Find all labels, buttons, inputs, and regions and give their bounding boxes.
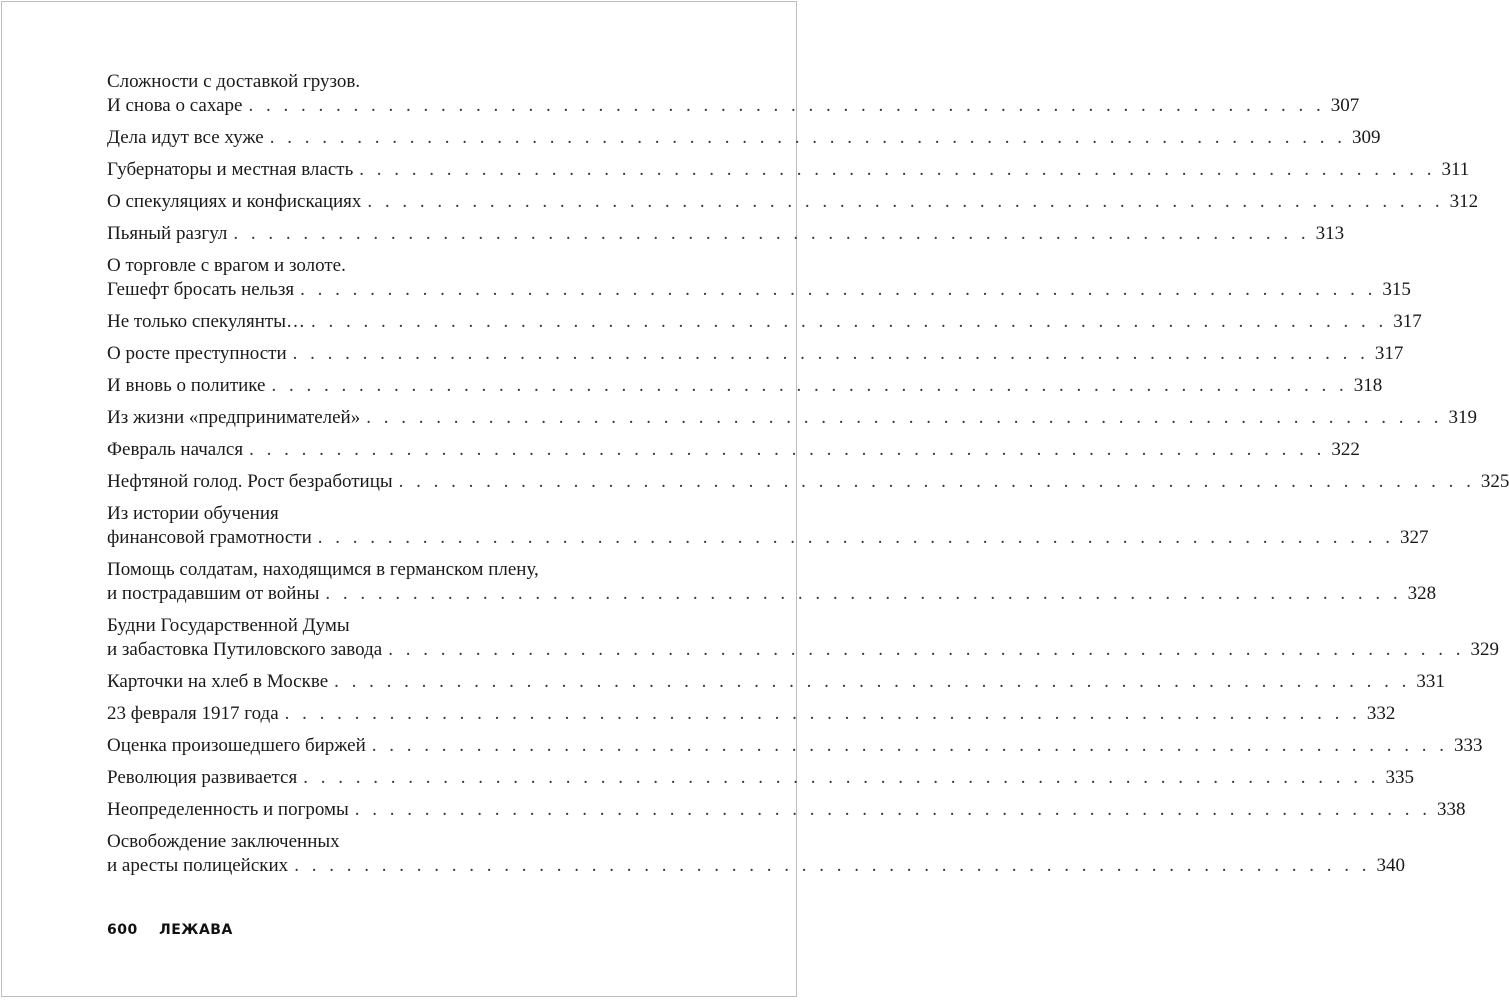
dot-leader: . . . . . . . . . . . . . . . . . . . . . . . . . . . . . . . . . . . . . . . . . . . . . . . . . . . . . . . . . . . . . . xyxy=(354,799,1432,820)
toc-page-number: 315 xyxy=(1382,279,1411,300)
spacer xyxy=(107,726,697,734)
toc-page-number: 307 xyxy=(1330,95,1360,116)
toc-entry[interactable] xyxy=(107,670,1445,694)
toc-page-number: 333 xyxy=(1454,735,1483,756)
toc-entry[interactable] xyxy=(107,126,1381,150)
toc-page-number: 335 xyxy=(1385,767,1414,788)
toc-entry-row xyxy=(107,798,1466,822)
toc-page-number: 312 xyxy=(1449,191,1479,212)
toc-entry-title: Губернаторы и местная власть xyxy=(107,159,354,180)
dot-leader: . . . . . . . . . . . . . . . . . . . . . . . . . . . . . . . . . . . . . . . . . . . . . . . . . . . . . . . . . . . . . . xyxy=(325,583,1402,604)
toc-entry-title-line: Сложности с доставкой грузов. xyxy=(107,71,361,92)
toc-entry-title: Оценка произошедшего биржей xyxy=(107,735,366,756)
toc-page-number: 332 xyxy=(1366,703,1396,724)
toc-entry-row xyxy=(107,766,1414,790)
toc-entry-row xyxy=(107,526,1429,550)
toc-entry[interactable] xyxy=(107,470,1509,494)
toc-entry-title: финансовой грамотности xyxy=(107,527,312,548)
toc-entry[interactable] xyxy=(107,558,1437,606)
toc-entry[interactable] xyxy=(107,190,1479,214)
spacer xyxy=(107,118,697,126)
toc-entry-title: Пьяный разгул xyxy=(107,223,228,244)
table-of-contents xyxy=(107,70,1509,878)
dot-leader: . . . . . . . . . . . . . . . . . . . . . . . . . . . . . . . . . . . . . . . . . . . . . . . . . . . . . . . . . . . . . . xyxy=(249,439,1326,460)
dot-leader: . . . . . . . . . . . . . . . . . . . . . . . . . . . . . . . . . . . . . . . . . . . . . . . . . . . . . . . . . . . . . . xyxy=(300,279,1377,300)
toc-page-number: 328 xyxy=(1407,583,1437,604)
toc-entry-row xyxy=(107,342,1404,366)
spacer xyxy=(107,366,697,374)
spacer xyxy=(107,606,697,614)
toc-page-number: 318 xyxy=(1353,375,1383,396)
spacer xyxy=(107,758,697,766)
dot-leader: . . . . . . . . . . . . . . . . . . . . . . . . . . . . . . . . . . . . . . . . . . . . . . . . . . . . . . . . . . . . . . xyxy=(303,767,1380,788)
toc-entry-title: Неопределенность и погромы xyxy=(107,799,349,820)
toc-entry[interactable] xyxy=(107,798,1466,822)
spacer xyxy=(107,822,697,830)
dot-leader: . . . . . . . . . . . . . . . . . . . . . . . . . . . . . . . . . . . . . . . . . . . . . . . . . . . . . . . . . . . . . . xyxy=(284,703,1361,724)
toc-entry-title: О спекуляциях и конфискациях xyxy=(107,191,362,212)
toc-page-number: 309 xyxy=(1351,127,1381,148)
toc-entry-row xyxy=(107,190,1479,214)
toc-page-number: 331 xyxy=(1416,671,1445,692)
toc-entry-title: Дела идут все хуже xyxy=(107,127,264,148)
spacer xyxy=(107,550,697,558)
spacer xyxy=(107,302,697,310)
dot-leader: . . . . . . . . . . . . . . . . . . . . . . . . . . . . . . . . . . . . . . . . . . . . . . . . . . . . . . . . . . . . . . xyxy=(359,159,1436,180)
toc-entry-title: Из жизни «предпринимателей» xyxy=(107,407,361,428)
toc-entry-title: И снова о сахаре xyxy=(107,95,243,116)
toc-entry-row xyxy=(107,278,1411,302)
toc-entry-row xyxy=(107,126,1381,150)
toc-page-number: 325 xyxy=(1480,471,1509,492)
toc-entry[interactable] xyxy=(107,310,1422,334)
toc-entry[interactable] xyxy=(107,502,1429,550)
dot-leader: . . . . . . . . . . . . . . . . . . . . . . . . . . . . . . . . . . . . . . . . . . . . . . . . . . . . . . . . . . . . . . xyxy=(398,471,1475,492)
toc-page-number: 322 xyxy=(1331,439,1360,460)
toc-entry[interactable] xyxy=(107,406,1477,430)
dot-leader: . . . . . . . . . . . . . . . . . . . . . . . . . . . . . . . . . . . . . . . . . . . . . . . . . . . . . . . . . . . . . . xyxy=(367,191,1444,212)
toc-entry[interactable] xyxy=(107,158,1470,182)
toc-entry-row xyxy=(107,406,1477,430)
toc-page-number: 329 xyxy=(1470,639,1499,660)
toc-entry-title-line: О торговле с врагом и золоте. xyxy=(107,255,346,276)
toc-entry[interactable] xyxy=(107,342,1404,366)
toc-entry-title: Не только спекулянты… xyxy=(107,311,305,332)
dot-leader: . . . . . . . . . . . . . . . . . . . . . . . . . . . . . . . . . . . . . . . . . . . . . . . . . . . . . . . . . . . . . . xyxy=(388,639,1465,660)
toc-page-number: 311 xyxy=(1441,159,1470,180)
toc-entry[interactable] xyxy=(107,702,1396,726)
toc-entry-row xyxy=(107,702,1396,726)
toc-entry-title: 23 февраля 1917 года xyxy=(107,703,279,724)
toc-entry[interactable] xyxy=(107,374,1383,398)
toc-entry-row xyxy=(107,438,1360,462)
toc-entry-title: О росте преступности xyxy=(107,343,287,364)
toc-page-number: 338 xyxy=(1437,799,1466,820)
toc-entry[interactable] xyxy=(107,438,1360,462)
spacer xyxy=(107,214,697,222)
toc-entry-row xyxy=(107,582,1437,606)
dot-leader: . . . . . . . . . . . . . . . . . . . . . . . . . . . . . . . . . . . . . . . . . . . . . . . . . . . . . . . . . . . . . . xyxy=(248,95,1325,116)
spacer xyxy=(107,334,697,342)
dot-leader: . . . . . . . . . . . . . . . . . . . . . . . . . . . . . . . . . . . . . . . . . . . . . . . . . . . . . . . . . . . . . . xyxy=(292,343,1369,364)
spacer xyxy=(107,462,697,470)
toc-entry-row xyxy=(107,374,1383,398)
dot-leader: . . . . . . . . . . . . . . . . . . . . . . . . . . . . . . . . . . . . . . . . . . . . . . . . . . . . . . . . . . . . . . xyxy=(269,127,1346,148)
toc-entry-title-line: Освобождение заключенных xyxy=(107,831,340,852)
dot-leader: . . . . . . . . . . . . . . . . . . . . . . . . . . . . . . . . . . . . . . . . . . . . . . . . . . . . . . . . . . . . . . xyxy=(317,527,1395,548)
book-page xyxy=(1,1,1509,997)
toc-entry-row xyxy=(107,158,1470,182)
toc-entry-title-line: Помощь солдатам, находящимся в германском плену, xyxy=(107,559,539,580)
toc-entry-title: Февраль начался xyxy=(107,439,244,460)
dot-leader: . . . . . . . . . . . . . . . . . . . . . . . . . . . . . . . . . . . . . . . . . . . . . . . . . . . . . . . . . . . . . . xyxy=(294,855,1371,876)
toc-entry-title: и аресты полицейских xyxy=(107,855,289,876)
spacer xyxy=(107,430,697,438)
toc-entry[interactable] xyxy=(107,222,1345,246)
page-number: 600 xyxy=(107,922,138,938)
toc-page-number: 317 xyxy=(1374,343,1404,364)
page-footer xyxy=(107,922,233,938)
toc-entry-row xyxy=(107,734,1483,758)
toc-entry-title: И вновь о политике xyxy=(107,375,266,396)
dot-leader: . . . . . . . . . . . . . . . . . . . . . . . . . . . . . . . . . . . . . . . . . . . . . . . . . . . . . . . . . . . . . . xyxy=(334,671,1411,692)
toc-entry[interactable] xyxy=(107,766,1414,790)
toc-entry-row xyxy=(107,470,1509,494)
toc-entry[interactable] xyxy=(107,254,1411,302)
toc-page-number: 317 xyxy=(1393,311,1422,332)
spacer xyxy=(107,662,697,670)
toc-entry-title-line: Будни Государственной Думы xyxy=(107,615,350,636)
spacer xyxy=(107,182,697,190)
dot-leader: . . . . . . . . . . . . . . . . . . . . . . . . . . . . . . . . . . . . . . . . . . . . . . . . . . . . . . . . . . . . . . xyxy=(271,375,1348,396)
toc-entry-title: Карточки на хлеб в Москве xyxy=(107,671,329,692)
toc-entry-row xyxy=(107,94,1360,118)
spacer xyxy=(107,790,697,798)
toc-entry-title: и пострадавшим от войны xyxy=(107,583,320,604)
toc-entry-title: Гешефт бросать нельзя xyxy=(107,279,295,300)
toc-entry-row xyxy=(107,222,1345,246)
spacer xyxy=(107,246,697,254)
spacer xyxy=(107,398,697,406)
spacer xyxy=(107,694,697,702)
toc-entry[interactable] xyxy=(107,830,1405,878)
toc-page-number: 313 xyxy=(1315,223,1345,244)
dot-leader: . . . . . . . . . . . . . . . . . . . . . . . . . . . . . . . . . . . . . . . . . . . . . . . . . . . . . . . . . . . . . . xyxy=(366,407,1443,428)
toc-entry-row xyxy=(107,670,1445,694)
toc-entry-row xyxy=(107,854,1405,878)
toc-page-number: 340 xyxy=(1376,855,1405,876)
toc-entry[interactable] xyxy=(107,734,1483,758)
spacer xyxy=(107,494,697,502)
toc-entry[interactable] xyxy=(107,70,1360,118)
toc-entry-title-line: Из истории обучения xyxy=(107,503,279,524)
toc-page-number: 327 xyxy=(1400,527,1429,548)
toc-entry-title: Нефтяной голод. Рост безработицы xyxy=(107,471,393,492)
running-head-author: ЛЕЖАВА xyxy=(159,922,233,938)
dot-leader: . . . . . . . . . . . . . . . . . . . . . . . . . . . . . . . . . . . . . . . . . . . . . . . . . . . . . . . . . . . . . . xyxy=(311,311,1388,332)
toc-entry-row xyxy=(107,638,1499,662)
toc-page-number: 319 xyxy=(1448,407,1477,428)
toc-entry-title: Революция развивается xyxy=(107,767,298,788)
toc-entry-row xyxy=(107,310,1422,334)
dot-leader: . . . . . . . . . . . . . . . . . . . . . . . . . . . . . . . . . . . . . . . . . . . . . . . . . . . . . . . . . . . . . . xyxy=(233,223,1310,244)
spacer xyxy=(107,150,697,158)
dot-leader: . . . . . . . . . . . . . . . . . . . . . . . . . . . . . . . . . . . . . . . . . . . . . . . . . . . . . . . . . . . . . . xyxy=(371,735,1449,756)
toc-entry-title: и забастовка Путиловского завода xyxy=(107,639,383,660)
toc-entry[interactable] xyxy=(107,614,1499,662)
